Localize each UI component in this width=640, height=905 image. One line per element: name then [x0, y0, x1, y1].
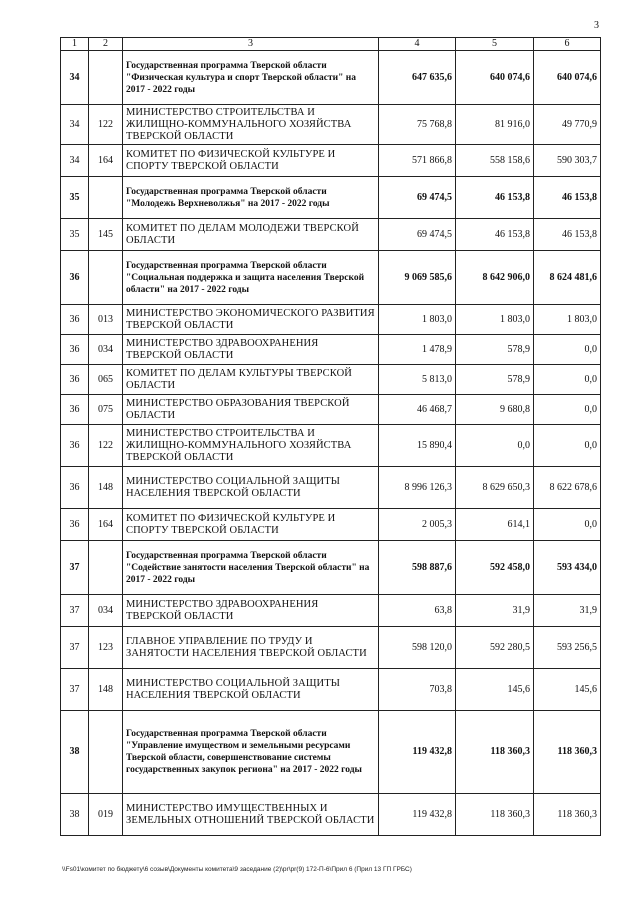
row-number: 36 [61, 395, 89, 425]
row-number: 36 [61, 305, 89, 335]
row-number: 36 [61, 365, 89, 395]
program-row [61, 51, 601, 105]
organization-name: МИНИСТЕРСТВО СОЦИАЛЬНОЙ ЗАЩИТЫ НАСЕЛЕНИЯ ТВЕРСКОЙ ОБЛАСТИ [123, 467, 379, 509]
row-number: 37 [61, 627, 89, 669]
organization-row [61, 627, 601, 669]
organization-name: МИНИСТЕРСТВО ЭКОНОМИЧЕСКОГО РАЗВИТИЯ ТВЕРСКОЙ ОБЛАСТИ [123, 305, 379, 335]
amount-col5: 145,6 [456, 669, 534, 711]
row-number: 34 [61, 51, 89, 105]
amount-col4: 69 474,5 [379, 219, 456, 251]
amount-col4: 598 120,0 [379, 627, 456, 669]
organization-name: МИНИСТЕРСТВО ЗДРАВООХРАНЕНИЯ ТВЕРСКОЙ ОБЛАСТИ [123, 335, 379, 365]
amount-col4: 571 866,8 [379, 145, 456, 177]
amount-col5: 592 458,0 [456, 541, 534, 595]
organization-name: КОМИТЕТ ПО ДЕЛАМ КУЛЬТУРЫ ТВЕРСКОЙ ОБЛАСТИ [123, 365, 379, 395]
department-code: 164 [89, 509, 123, 541]
amount-col4: 9 069 585,6 [379, 251, 456, 305]
organization-name: КОМИТЕТ ПО ДЕЛАМ МОЛОДЕЖИ ТВЕРСКОЙ ОБЛАСТИ [123, 219, 379, 251]
department-code: 123 [89, 627, 123, 669]
amount-col6: 0,0 [534, 395, 601, 425]
row-number: 35 [61, 219, 89, 251]
program-row [61, 711, 601, 794]
amount-col5: 8 642 906,0 [456, 251, 534, 305]
column-header: 5 [456, 38, 534, 51]
organization-row [61, 794, 601, 836]
row-number: 36 [61, 425, 89, 467]
amount-col6: 0,0 [534, 509, 601, 541]
row-number: 35 [61, 177, 89, 219]
organization-row [61, 219, 601, 251]
amount-col5: 31,9 [456, 595, 534, 627]
amount-col5: 118 360,3 [456, 711, 534, 794]
amount-col6: 118 360,3 [534, 711, 601, 794]
amount-col5: 614,1 [456, 509, 534, 541]
department-code [89, 177, 123, 219]
program-name: Государственная программа Тверской области "Физическая культура и спорт Тверской области" на 2017 - 2022 годы [123, 51, 379, 105]
amount-col6: 46 153,8 [534, 219, 601, 251]
table-header-row [61, 38, 601, 51]
amount-col4: 63,8 [379, 595, 456, 627]
amount-col4: 46 468,7 [379, 395, 456, 425]
row-number: 34 [61, 105, 89, 145]
amount-col6: 1 803,0 [534, 305, 601, 335]
organization-row [61, 365, 601, 395]
organization-row [61, 467, 601, 509]
amount-col4: 1 478,9 [379, 335, 456, 365]
department-code: 075 [89, 395, 123, 425]
program-name: Государственная программа Тверской области "Социальная поддержка и защита населения Тверской области" на 2017 - 2022 годы [123, 251, 379, 305]
row-number: 36 [61, 335, 89, 365]
department-code: 122 [89, 105, 123, 145]
amount-col5: 1 803,0 [456, 305, 534, 335]
amount-col6: 118 360,3 [534, 794, 601, 836]
department-code: 013 [89, 305, 123, 335]
department-code: 148 [89, 467, 123, 509]
amount-col5: 46 153,8 [456, 219, 534, 251]
amount-col5: 640 074,6 [456, 51, 534, 105]
organization-name: МИНИСТЕРСТВО ИМУЩЕСТВЕННЫХ И ЗЕМЕЛЬНЫХ ОТНОШЕНИЙ ТВЕРСКОЙ ОБЛАСТИ [123, 794, 379, 836]
organization-row [61, 425, 601, 467]
amount-col5: 8 629 650,3 [456, 467, 534, 509]
department-code: 065 [89, 365, 123, 395]
amount-col5: 558 158,6 [456, 145, 534, 177]
program-row [61, 541, 601, 595]
amount-col6: 590 303,7 [534, 145, 601, 177]
organization-row [61, 305, 601, 335]
program-name: Государственная программа Тверской области "Содействие занятости населения Тверской области" на 2017 - 2022 годы [123, 541, 379, 595]
amount-col6: 0,0 [534, 365, 601, 395]
row-number: 37 [61, 541, 89, 595]
amount-col5: 81 916,0 [456, 105, 534, 145]
page-number: 3 [594, 20, 599, 31]
organization-name: МИНИСТЕРСТВО СТРОИТЕЛЬСТВА И ЖИЛИЩНО-КОММУНАЛЬНОГО ХОЗЯЙСТВА ТВЕРСКОЙ ОБЛАСТИ [123, 105, 379, 145]
column-header: 6 [534, 38, 601, 51]
organization-name: ГЛАВНОЕ УПРАВЛЕНИЕ ПО ТРУДУ И ЗАНЯТОСТИ НАСЕЛЕНИЯ ТВЕРСКОЙ ОБЛАСТИ [123, 627, 379, 669]
amount-col6: 145,6 [534, 669, 601, 711]
department-code [89, 251, 123, 305]
amount-col4: 119 432,8 [379, 711, 456, 794]
amount-col6: 593 434,0 [534, 541, 601, 595]
amount-col6: 8 622 678,6 [534, 467, 601, 509]
column-header: 3 [123, 38, 379, 51]
amount-col6: 49 770,9 [534, 105, 601, 145]
organization-row [61, 105, 601, 145]
amount-col4: 703,8 [379, 669, 456, 711]
amount-col6: 8 624 481,6 [534, 251, 601, 305]
amount-col4: 2 005,3 [379, 509, 456, 541]
amount-col4: 5 813,0 [379, 365, 456, 395]
organization-name: КОМИТЕТ ПО ФИЗИЧЕСКОЙ КУЛЬТУРЕ И СПОРТУ ТВЕРСКОЙ ОБЛАСТИ [123, 145, 379, 177]
program-name: Государственная программа Тверской области "Молодежь Верхневолжья" на 2017 - 2022 годы [123, 177, 379, 219]
department-code: 019 [89, 794, 123, 836]
footer-file-path: \\Fs01\комитет по бюджету\6 созыв\Документы комитета\9 заседание (2)\pr\pr(9) 172-П-6\Прил 6 (Прил 13 ГП ГРБС) [62, 866, 412, 873]
department-code: 034 [89, 335, 123, 365]
amount-col4: 69 474,5 [379, 177, 456, 219]
amount-col4: 1 803,0 [379, 305, 456, 335]
row-number: 38 [61, 794, 89, 836]
row-number: 36 [61, 251, 89, 305]
amount-col6: 0,0 [534, 335, 601, 365]
organization-row [61, 595, 601, 627]
amount-col4: 75 768,8 [379, 105, 456, 145]
organization-row [61, 335, 601, 365]
column-header: 4 [379, 38, 456, 51]
amount-col6: 640 074,6 [534, 51, 601, 105]
organization-name: МИНИСТЕРСТВО СОЦИАЛЬНОЙ ЗАЩИТЫ НАСЕЛЕНИЯ ТВЕРСКОЙ ОБЛАСТИ [123, 669, 379, 711]
organization-name: МИНИСТЕРСТВО ЗДРАВООХРАНЕНИЯ ТВЕРСКОЙ ОБЛАСТИ [123, 595, 379, 627]
amount-col6: 46 153,8 [534, 177, 601, 219]
organization-row [61, 669, 601, 711]
row-number: 37 [61, 595, 89, 627]
program-row [61, 177, 601, 219]
amount-col4: 598 887,6 [379, 541, 456, 595]
row-number: 38 [61, 711, 89, 794]
amount-col5: 46 153,8 [456, 177, 534, 219]
organization-row [61, 395, 601, 425]
department-code: 034 [89, 595, 123, 627]
organization-name: МИНИСТЕРСТВО СТРОИТЕЛЬСТВА И ЖИЛИЩНО-КОММУНАЛЬНОГО ХОЗЯЙСТВА ТВЕРСКОЙ ОБЛАСТИ [123, 425, 379, 467]
amount-col5: 9 680,8 [456, 395, 534, 425]
department-code: 145 [89, 219, 123, 251]
amount-col4: 15 890,4 [379, 425, 456, 467]
amount-col5: 578,9 [456, 335, 534, 365]
row-number: 37 [61, 669, 89, 711]
amount-col4: 647 635,6 [379, 51, 456, 105]
amount-col5: 592 280,5 [456, 627, 534, 669]
column-header: 1 [61, 38, 89, 51]
department-code [89, 541, 123, 595]
department-code [89, 51, 123, 105]
amount-col5: 0,0 [456, 425, 534, 467]
amount-col6: 0,0 [534, 425, 601, 467]
amount-col6: 593 256,5 [534, 627, 601, 669]
amount-col5: 578,9 [456, 365, 534, 395]
department-code: 148 [89, 669, 123, 711]
organization-name: КОМИТЕТ ПО ФИЗИЧЕСКОЙ КУЛЬТУРЕ И СПОРТУ ТВЕРСКОЙ ОБЛАСТИ [123, 509, 379, 541]
amount-col5: 118 360,3 [456, 794, 534, 836]
department-code [89, 711, 123, 794]
organization-row [61, 509, 601, 541]
amount-col4: 8 996 126,3 [379, 467, 456, 509]
row-number: 36 [61, 509, 89, 541]
amount-col6: 31,9 [534, 595, 601, 627]
department-code: 122 [89, 425, 123, 467]
department-code: 164 [89, 145, 123, 177]
row-number: 34 [61, 145, 89, 177]
row-number: 36 [61, 467, 89, 509]
amount-col4: 119 432,8 [379, 794, 456, 836]
program-name: Государственная программа Тверской области "Управление имуществом и земельными ресурсами Тверской области, совершенствование системы государственных закупок региона" на 2017 - 2022 годы [123, 711, 379, 794]
budget-table [60, 37, 601, 836]
program-row [61, 251, 601, 305]
organization-name: МИНИСТЕРСТВО ОБРАЗОВАНИЯ ТВЕРСКОЙ ОБЛАСТИ [123, 395, 379, 425]
organization-row [61, 145, 601, 177]
column-header: 2 [89, 38, 123, 51]
